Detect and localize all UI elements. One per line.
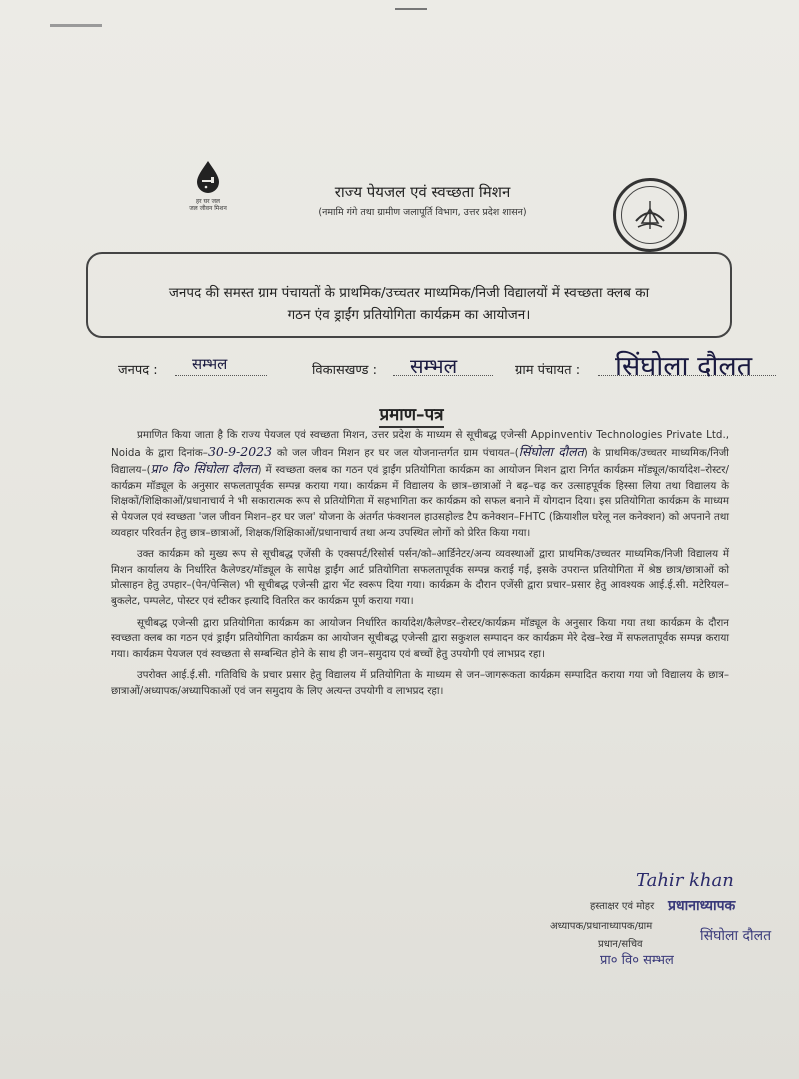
paragraph-2: उक्त कार्यक्रम को मुख्य रूप से सूचीबद्ध एजेंसी के एक्सपर्ट/रिसोर्स पर्सन/को–आर्डिनेटर/अन्य व्यवस्थाओं द्वारा प्राथमिक/उच्चतर माध्यमिक/निजी विद्यालय में मिशन कार्यालय के निर्धारित कैलेण्डर/मॉड्यूल के सापेक्ष ड्राईंग आर्ट प्रतियोगिता सफलतापूर्वक सम्पन्न कराई गई, इसके उपरान्त प्रतियोगिता में श्रेष्ठ छात्र/छात्राओं को प्रोत्साहन हेतु उपहार–(पेन/पेन्सिल) भी सूचीबद्ध एजेन्सी द्वारा भेंट स्वरूप दिया गया। कार्यक्रम के दौरान एजेंसी द्वारा प्रचार–प्रसार हेतु आवश्यक आई.ई.सी. मटेरियल–बुकलेट, पम्पलेट, पोस्टर एवं स्टीकर इत्यादि वितरित कर कार्यक्रम पूर्ण कराया गया। bbox=[111, 548, 729, 607]
top-mark bbox=[395, 8, 427, 10]
handwritten-panchayat: सिंघोला दौलत bbox=[518, 443, 584, 459]
subject-banner bbox=[86, 252, 732, 338]
stamp-line-2: सिंघोला दौलत bbox=[700, 928, 772, 944]
sign-label: हस्ताक्षर एवं मोहर bbox=[590, 901, 655, 912]
certificate-title: प्रमाण–पत्र bbox=[0, 402, 799, 425]
logo-caption-1: हर घर जल bbox=[196, 198, 220, 205]
panchayat-label: ग्राम पंचायत : bbox=[515, 363, 581, 378]
handwritten-school: प्रा० वि० सिंघोला दौलत bbox=[150, 461, 258, 477]
handwritten-date: 30-9-2023 bbox=[207, 443, 273, 459]
district-value: सम्भल bbox=[192, 355, 228, 373]
panchayat-value: सिंघोला दौलत bbox=[615, 351, 753, 382]
block-value: सम्भल bbox=[410, 354, 458, 378]
stamp-line-1: प्रधानाध्यापक bbox=[668, 898, 736, 914]
org-title: राज्य पेयजल एवं स्वच्छता मिशन bbox=[334, 183, 511, 201]
banner-line-2: गठन एंव ड्राईंग प्रतियोगिता कार्यक्रम का आयोजन। bbox=[287, 307, 531, 323]
paragraph-4: उपरोक्त आई.ई.सी. गतिविधि के प्रचार प्रसार हेतु विद्यालय में प्रतियोगिता के माध्यम से जन–जागरूकता कार्यक्रम सम्पादित कराया गया जो विद्यालय के छात्र–छात्राओं/अध्यापक/अध्यापिकाओं एवं जन समुदाय के लिए अत्यन्त उपयोगी व लाभप्रद रहा। bbox=[111, 669, 729, 697]
district-label: जनपद : bbox=[118, 363, 158, 378]
paragraph-1: प्रमाणित किया जाता है कि राज्य पेयजल एवं स्वच्छता मिशन, उत्तर प्रदेश के माध्यम से सूचीबद्ध एजेन्सी Appinventiv Technologies Private Ltd., Noida के द्वारा दिनांक–30-9-2023 को जल जीवन मिशन हर घर जल योजनान्तर्गत ग्राम पंचायत–(सिंघोला दौलत) के प्राथमिक/उच्चतर माध्यमिक/निजी विद्यालय–(प्रा० वि० सिंघोला दौलत) में स्वच्छता क्लब का गठन एवं ड्राईंग प्रतियोगिता कार्यक्रम का आयोजन मिशन द्वारा निर्गत कार्यक्रम मॉड्यूल/कार्यादेश–रोस्टर/कार्यक्रम मॉड्यूल के अनुसार सफलतापूर्वक सम्पन्न कराया गया। कार्यक्रम में विद्यालय के छात्र–छात्राओं ने बढ़–चढ़ कर उत्साहपूर्वक हिस्सा लिया तथा विद्यालय के शिक्षकों/शिक्षिकाओं/प्रधानाचार्य ने भी सकारात्मक रूप से प्रतियोगिता में सहभागिता कर कार्यक्रम को सफल बनाने में योगदान दिया। इस प्रतियोगिता कार्यक्रम के माध्यम से पेयजल एवं स्वच्छता 'जल जीवन मिशन–हर घर जल' योजना के अंतर्गत फंक्शनल हाउसहोल्ड टैप कनेक्शन–FHTC (क्रियाशील घरेलू नल कनेक्शन) को अपनाने तथा व्यवहार परिवर्तन हेतु छात्र–छात्राओं, शिक्षक/शिक्षिकाओं/प्रधानाचार्य तथा अन्य उपस्थित लोगों को प्रेरित किया गया। bbox=[111, 429, 729, 539]
designation-2: प्रधान/सचिव bbox=[598, 939, 643, 950]
location-fields bbox=[0, 352, 799, 392]
handwritten-signature: Tahir khan bbox=[636, 870, 734, 891]
left-mark bbox=[50, 24, 102, 27]
designation-1: अध्यापक/प्रधानाध्यापक/ग्राम bbox=[550, 921, 653, 932]
logo-caption-2: जल जीवन मिशन bbox=[189, 205, 227, 212]
banner-line-1: जनपद की समस्त ग्राम पंचायतों के प्राथमिक/उच्चतर माध्यमिक/निजी विद्यालयों में स्वच्छता क्लब का bbox=[168, 285, 650, 301]
paragraph-3: सूचीबद्ध एजेन्सी द्वारा प्रतियोगिता कार्यक्रम का आयोजन निर्धारित कार्यादेश/कैलेण्डर–रोस्टर/कार्यक्रम मॉड्यूल के अनुसार किया गया तथा कार्यक्रम के दौरान स्वच्छता क्लब का गठन एवं ड्राईंग प्रतियोगिता कार्यक्रम का आयोजन सूचीबद्ध एजेन्सी द्वारा सकुशल सम्पादन कर कार्यक्रम मेरे देख–रेख में सफलतापूर्वक सम्पन्न कराया गया। कार्यक्रम पेयजल एवं स्वच्छता से सम्बन्धित होने के साथ ही जन–समुदाय एवं बच्चों हेतु उपयोगी एवं लाभप्रद रहा। bbox=[111, 616, 729, 660]
certificate-body bbox=[111, 428, 729, 706]
org-subtitle: (नमामि गंगे तथा ग्रामीण जलापूर्ति विभाग, उत्तर प्रदेश शासन) bbox=[318, 207, 527, 218]
block-label: विकासखण्ड : bbox=[312, 363, 378, 378]
stamp-line-3: प्रा० वि० सम्भल bbox=[600, 953, 674, 968]
signature-block bbox=[550, 868, 780, 978]
